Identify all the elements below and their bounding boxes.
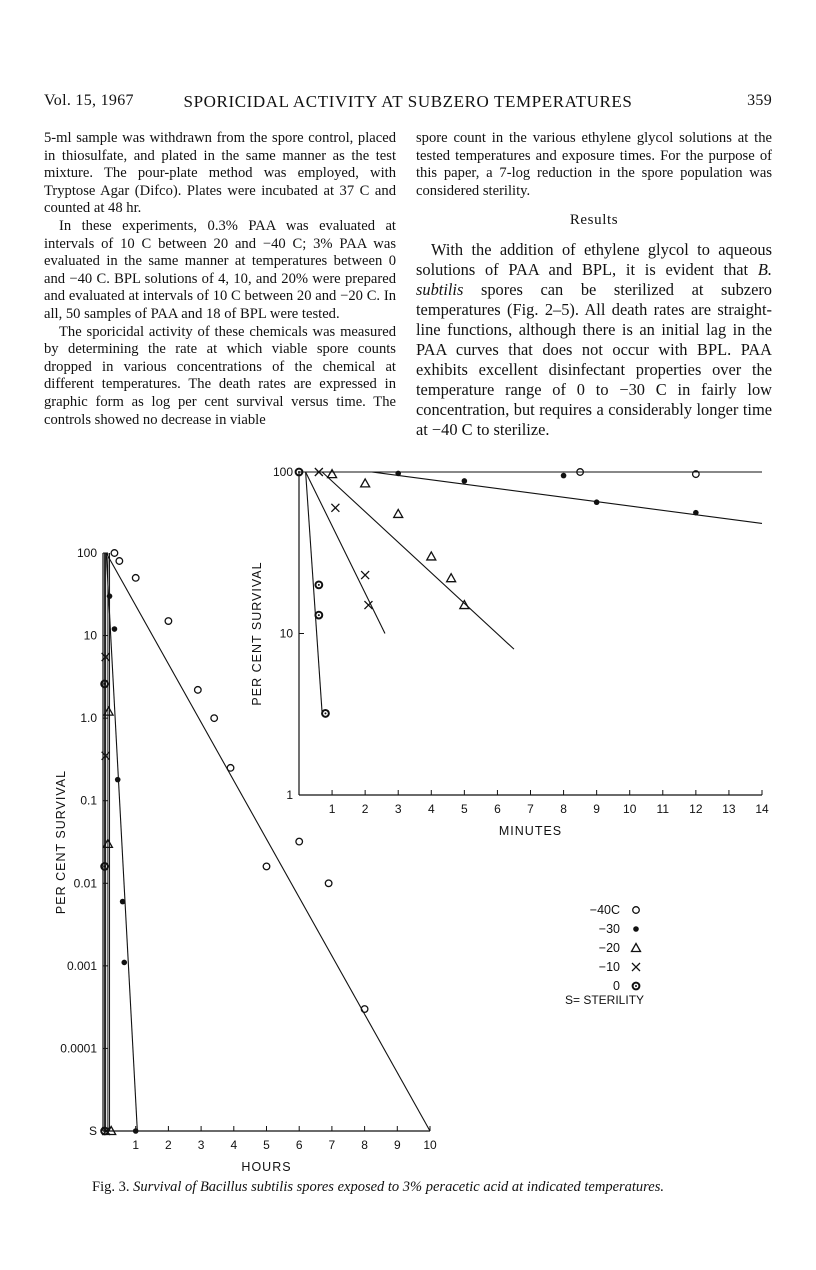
right-paragraph-1: spore count in the various ethylene glycol solutions at the tested temperatures and exposure times. For the purpose of this paper, a 7-log reduction in the spore population was considered sterility. bbox=[416, 130, 772, 199]
minutes-x-tick-label: 11 bbox=[656, 802, 670, 816]
hours-x-tick-label: 3 bbox=[197, 1138, 205, 1152]
hours-point--30 bbox=[120, 899, 126, 905]
minutes-y-tick-label: 100 bbox=[272, 465, 293, 479]
legend-label: −20 bbox=[598, 941, 620, 955]
minutes-point-0-center bbox=[324, 712, 326, 714]
hours-point--40 bbox=[227, 765, 234, 772]
minutes-x-tick-label: 2 bbox=[361, 802, 369, 816]
minutes-x-tick-label: 9 bbox=[593, 802, 600, 816]
minutes-point--20 bbox=[460, 601, 469, 609]
hours-y-tick-label: S bbox=[88, 1124, 97, 1138]
minutes-x-tick-label: 8 bbox=[560, 802, 567, 816]
hours-y-tick-label: 0.0001 bbox=[60, 1041, 97, 1056]
hours-point--40 bbox=[132, 575, 139, 582]
minutes-point--20 bbox=[328, 470, 337, 478]
hours-x-tick-label: 8 bbox=[361, 1138, 368, 1152]
minutes-point--20 bbox=[427, 552, 436, 560]
minutes-chart bbox=[250, 465, 769, 838]
page-number: 359 bbox=[747, 92, 772, 109]
hours-y-tick-label: 0.1 bbox=[80, 793, 97, 808]
minutes-x-tick-label: 1 bbox=[328, 802, 336, 816]
legend-label: −30 bbox=[598, 922, 620, 936]
minutes-point--20 bbox=[361, 479, 370, 487]
hours-y-tick-label: 0.001 bbox=[66, 958, 97, 973]
minutes-point--10 bbox=[361, 571, 369, 579]
hours-point--40 bbox=[111, 550, 118, 557]
results-text-b: spores can be sterilized at subzero temperatures (Fig. 2–5). All death rates are straight-line functions, although there is an initial lag in the PAA curves that does not occur with BPL. PAA exhibits excellent disinfectant properties over the temperature range of 0 to −30 C in fairly low concentration, but requires a considerably longer time at −40 C to sterilize. bbox=[416, 279, 772, 439]
hours-x-tick-label: 10 bbox=[423, 1138, 437, 1152]
left-paragraph-1: 5-ml sample was withdrawn from the spore control, placed in thiosulfate, and plated in the same manner as the test mixture. The pour-plate method was employed, with Tryptose Agar (Difco). Plates were incubated at 37 C and counted at 48 hr. bbox=[44, 130, 396, 217]
minutes-point--30 bbox=[462, 478, 468, 484]
hours-y-tick-label: 1.0 bbox=[80, 711, 97, 726]
hours-x-tick-label: 5 bbox=[263, 1138, 270, 1152]
minutes-fit-line--30 bbox=[299, 472, 762, 523]
minutes-x-tick-label: 4 bbox=[427, 802, 435, 816]
left-paragraph-2: In these experiments, 0.3% PAA was evaluated at intervals of 10 C between 20 and −40 C; 3% PAA was evaluated in the same manner at temperatures between 0 and −40 C. BPL solutions of 4, 10, and 20% were prepared and evaluated at intervals of 10 C between 20 and −20 C. In all, 50 samples of PAA and 18 of BPL were tested. bbox=[44, 217, 396, 322]
minutes-y-tick-label: 10 bbox=[279, 626, 293, 641]
hours-point--40 bbox=[296, 838, 303, 845]
results-heading: Results bbox=[569, 212, 619, 229]
minutes-x-tick-label: 6 bbox=[494, 802, 501, 816]
legend-marker-center bbox=[635, 985, 637, 987]
minutes-fit-line--10 bbox=[306, 472, 385, 634]
minutes-point--30 bbox=[693, 510, 699, 516]
legend-marker bbox=[633, 907, 640, 914]
minutes-point-0-center bbox=[318, 584, 320, 586]
legend-marker bbox=[632, 963, 640, 971]
hours-point--40 bbox=[325, 880, 332, 887]
figure-caption bbox=[92, 1179, 792, 1196]
caption-label: Fig. 3. bbox=[92, 1179, 130, 1195]
minutes-x-axis-label: MINUTES bbox=[498, 824, 563, 838]
minutes-point-0-center bbox=[298, 471, 300, 473]
minutes-point--30 bbox=[594, 499, 600, 505]
minutes-point--10 bbox=[331, 504, 339, 512]
caption-text: Survival of Bacillus subtilis spores exposed to 3% peracetic acid at indicated temperatures. bbox=[133, 1179, 664, 1195]
minutes-x-tick-label: 12 bbox=[689, 802, 703, 816]
minutes-y-axis-label: PER CENT SURVIVAL bbox=[250, 561, 264, 706]
legend-label: −40C bbox=[589, 903, 620, 917]
legend-marker bbox=[633, 926, 639, 932]
hours-point--30 bbox=[115, 777, 121, 783]
left-paragraph-3: The sporicidal activity of these chemicals was measured by determining the rate at which viable spore counts dropped in various concentrations of the chemical at different temperatures. The death rates are expressed in graphic form as log per cent survival versus time. The controls showed no decrease in viable bbox=[44, 323, 396, 428]
figure-legend bbox=[565, 903, 644, 1007]
minutes-point--30 bbox=[561, 473, 567, 479]
journal-volume: Vol. 15, 1967 bbox=[44, 92, 134, 109]
hours-point--30 bbox=[112, 626, 118, 632]
hours-x-axis-label: HOURS bbox=[241, 1160, 292, 1174]
hours-fit-line--40 bbox=[106, 553, 430, 1131]
hours-fit-line--30 bbox=[106, 553, 137, 1131]
hours-point--30 bbox=[121, 960, 127, 966]
minutes-fit-line-0 bbox=[306, 472, 323, 713]
results-text-a: With the addition of ethylene glycol to aqueous solutions of PAA and BPL, it is evident that bbox=[416, 239, 772, 279]
hours-y-tick-label: 10 bbox=[83, 628, 97, 643]
minutes-x-tick-label: 7 bbox=[527, 802, 534, 816]
hours-point--30 bbox=[133, 1128, 139, 1134]
hours-y-tick-label: 0.01 bbox=[73, 876, 97, 891]
minutes-y-tick-label: 1 bbox=[286, 788, 293, 802]
minutes-point--30 bbox=[395, 471, 401, 477]
hours-chart bbox=[54, 546, 437, 1174]
hours-point--40 bbox=[165, 618, 172, 625]
minutes-x-tick-label: 14 bbox=[755, 802, 769, 816]
species-name: B. subtilis bbox=[416, 259, 772, 299]
hours-x-tick-label: 7 bbox=[328, 1138, 336, 1152]
legend-marker bbox=[632, 944, 641, 952]
hours-x-tick-label: 2 bbox=[165, 1138, 172, 1152]
hours-point--40 bbox=[211, 715, 218, 722]
hours-point--40 bbox=[195, 687, 202, 694]
minutes-fit-line--20 bbox=[322, 472, 514, 649]
minutes-point--20 bbox=[447, 574, 456, 582]
minutes-point--20 bbox=[394, 509, 403, 517]
hours-y-axis-label: PER CENT SURVIVAL bbox=[54, 769, 68, 915]
hours-point--40 bbox=[116, 558, 123, 565]
legend-label: 0 bbox=[613, 979, 620, 993]
hours-x-tick-label: 4 bbox=[230, 1138, 238, 1152]
running-title: SPORICIDAL ACTIVITY AT SUBZERO TEMPERATURES bbox=[183, 92, 633, 111]
minutes-x-tick-label: 10 bbox=[623, 802, 637, 816]
legend-sterility-note: S= STERILITY bbox=[565, 993, 645, 1007]
hours-x-tick-label: 1 bbox=[132, 1138, 140, 1152]
minutes-x-tick-label: 13 bbox=[722, 802, 736, 816]
hours-x-tick-label: 6 bbox=[295, 1138, 303, 1152]
minutes-x-tick-label: 5 bbox=[461, 802, 468, 816]
minutes-x-tick-label: 3 bbox=[394, 802, 402, 816]
legend-label: −10 bbox=[598, 960, 620, 974]
minutes-point-0-center bbox=[318, 614, 320, 616]
hours-point--40 bbox=[263, 863, 270, 870]
hours-x-tick-label: 9 bbox=[393, 1138, 401, 1152]
hours-y-tick-label: 100 bbox=[76, 546, 97, 560]
